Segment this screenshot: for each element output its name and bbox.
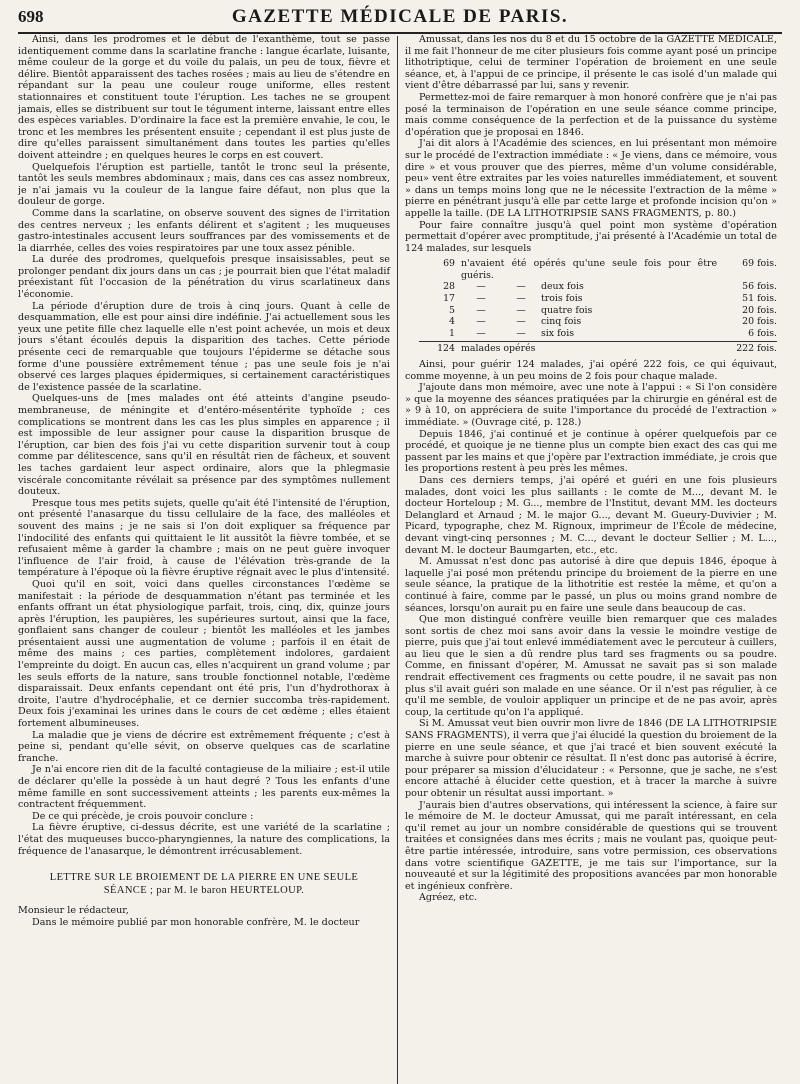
paragraph: Dans ces derniers temps, j'ai opéré et guéri en une fois plusieurs malades, dont voici les plus saillants : le comte de M..., devant M. le docteur Horteloup ; M. G..., membre de l'Institut, devant MM. les docteurs Delanglard et Arnaud ; M. le major G..., devant M. Gueury-Duvivier ; M. Picard, typographe, chez M. Rignoux, imprimeur de l'École de médecine, devant vingt-cinq personnes ; M. C..., devant le docteur Sellier ; M. L..., devant M. le docteur Baumgarten, etc., etc.: [405, 474, 777, 556]
dash: —: [476, 281, 486, 293]
row-label: n'avaient été opérés qu'une seule fois pour être guéris.: [461, 258, 717, 281]
row-label: six fois: [541, 327, 575, 339]
table-row: [419, 258, 777, 281]
letter-title-line: SÉANCE ; par M. le baron HEURTELOUP.: [103, 885, 305, 897]
paragraph: M. Amussat n'est donc pas autorisé à dire que depuis 1846, époque à laquelle j'ai posé mon prétendu principe du broiement de la pierre en une seule séance, la pratique de la lithotritie est restée la même, et qu'on a continué à faire, comme par le passé, un plus ou moins grand nombre de séances, lorsqu'on aurait pu en faire une seule dans beaucoup de cas.: [405, 556, 777, 614]
paragraph: Quoi qu'il en soit, voici dans quelles circonstances l'œdème se manifestait : la période de desquammation n'étant pas terminée et les enfants offrant un état physiologique parfait, trois, cinq, dix, quinze jours après l'éruption, les paupières, les supérieures surtout, ainsi que la face, gonflaient sans changer de couleur ; bientôt les malléoles et les jambes présentaient aussi une augmentation de volume ; parfois il en était de même des mains ; ces parties, complètement indolores, gardaient l'empreinte du doigt. En aucun cas, elles n'acquirent un grand volume ; par les seuls efforts de la nature, sans trouble fonctionnel notable, l'œdème disparaissait. Deux enfants cependant ont été pris, l'un d'hydrothorax à droite, l'autre d'hydrocéphalie, et ce dernier succomba très-rapidement. Deux fois j'examinai les urines dans le cours de cet œdème ; elles étaient fortement albumineuses.: [18, 578, 390, 730]
row-count: 17: [443, 293, 455, 305]
paragraph: J'aurais bien d'autres observations, qui intéressent la science, à faire sur le mémoire de M. le docteur Amussat, qui me paraît intéressant, en cela qu'il remet au jour un nombre considérable de questions qui se trouvent traitées et consignées dans mes écrits ; mais ne voulant pas, quoique peut-être partie intéressée, introduire, sans votre permission, ces observations dans votre scientifique GAZETTE, je me tais sur l'importance, sur la nouveauté et sur la légitimité des propositions avancées par mon honorable et ingénieux confrère.: [405, 799, 777, 892]
row-label: trois fois: [541, 293, 583, 305]
dash: —: [476, 327, 486, 339]
table-total-row: [419, 341, 777, 355]
row-count: 1: [449, 327, 455, 339]
paragraph: Ainsi, pour guérir 124 malades, j'ai opéré 222 fois, ce qui équivaut, comme moyenne, à un peu moins de 2 fois pour chaque malade.: [405, 359, 777, 382]
paragraph: Je n'ai encore rien dit de la faculté contagieuse de la miliaire ; est-il utile de déclarer qu'elle la possède à un haut degré ? Tous les enfants d'une même famille en sont successivement atteints ; les parents eux-mêmes la contractent fréquemment.: [18, 764, 390, 811]
paragraph: J'ai dit alors à l'Académie des sciences, en lui présentant mon mémoire sur le procédé de l'extraction immédiate : « Je viens, dans ce mémoire, vous dire » et vous prouver que des pierres, même d'un volume considérable, peu» vent être extraites par les voies naturelles immédiatement, et souvent » dans un temps moins long que ne le nécessite l'extraction de la même » pierre en pénétrant jusqu'à elle par cette large et profonde incision qu'on » appelle la taille. (DE LA LITHOTRIPSIE SANS FRAGMENTS, p. 80.): [405, 138, 777, 219]
right-column: [398, 34, 777, 1084]
salutation: Monsieur le rédacteur,: [18, 905, 129, 917]
journal-title: GAZETTE MÉDICALE DE PARIS.: [231, 6, 569, 27]
columns: [18, 34, 782, 1084]
table-row: [419, 328, 777, 340]
row-label: deux fois: [541, 281, 584, 293]
left-column: [18, 34, 397, 1084]
row-total: 69 fois.: [742, 258, 777, 270]
paragraph: Que mon distingué confrère veuille bien remarquer que ces malades sont sortis de chez moi sans avoir dans la vessie le moindre vestige de pierre, puis que j'ai tout enlevé immédiatement avec le percuteur à cuillers, au lieu que le sien a dû rendre plus tard ses fragments ou sa poudre. Comme, en finissant d'opérer, M. Amussat ne savait pas si son malade rendrait effectivement ces fragments ou cette poudre, il ne savait pas non plus s'il avait guéri son malade en une séance. Or il n'est pas régulier, à ce qu'il me semble, de vouloir appliquer un principe et de ne pas avoir, après coup, la certitude qu'on l'a appliqué.: [405, 614, 777, 718]
operations-table: [419, 258, 777, 355]
page-number: 698: [18, 7, 44, 26]
row-total: 6 fois.: [748, 327, 777, 339]
paragraph: J'ajoute dans mon mémoire, avec une note à l'appui : « Si l'on considère » que la moyenne des séances pratiquées par la chirurgie en général est de » 9 à 10, on appréciera de suite l'importance du procédé de l'extraction » immédiate. » (Ouvrage cité, p. 128.): [405, 382, 777, 428]
paragraph: Comme dans la scarlatine, on observe souvent des signes de l'irritation des centres nerveux ; les enfants délirent et s'agitent ; les muqueuses gastro-intestinales accusent leurs souffrances par des vomissements et de la diarrhée, celles des voies respiratoires par une toux assez pénible.: [18, 207, 390, 254]
paragraph: Presque tous mes petits sujets, quelle qu'ait été l'intensité de l'éruption, ont présenté l'anasarque du tissu cellulaire de la face, des malléoles et souvent des mains ; je ne sais si l'on doit expliquer sa fréquence par l'indocilité des enfants qui quittaient le lit aussitôt la fièvre tombée, et se refusaient même à garder la chambre ; mais on ne peut guère invoquer l'influence de l'air froid, à cause de l'élévation très-grande de la température à l'époque où la fièvre éruptive régnait avec le plus d'intensité.: [18, 497, 390, 579]
paragraph: La fièvre éruptive, ci-dessus décrite, est une variété de la scarlatine ; l'état des muqueuses bucco-pharyngiennes, la nature des complications, la fréquence de l'anasarque, le démontrent irrécusablement.: [18, 822, 390, 857]
paragraph: Quelquefois l'éruption est partielle, tantôt le tronc seul la présente, tantôt les seuls membres abdominaux ; mais, dans ces cas assez nombreux, je n'ai jamais vu la couleur de la langue faire défaut, non plus que la douleur de gorge.: [18, 161, 390, 208]
row-count: 5: [449, 304, 455, 316]
row-total: 20 fois.: [742, 304, 777, 316]
dash: —: [516, 281, 526, 293]
row-total: 51 fois.: [742, 293, 777, 305]
paragraph: La durée des prodromes, quelquefois presque insaisissables, peut se prolonger pendant dix jours dans un cas ; je pourrait bien que l'état maladif préexistant fût l'occasion de la pénétration du virus scarlatineux dans l'économie.: [18, 254, 390, 301]
row-count: 69: [443, 258, 455, 270]
paragraph: Depuis 1846, j'ai continué et je continue à opérer quelquefois par ce procédé, et quoique je ne tienne plus un compte bien exact des cas qui me passent par les mains et que j'opère par l'extraction immédiate, je crois que les proportions restent à peu près les mêmes.: [405, 428, 777, 475]
total-label: malades opérés: [461, 343, 536, 355]
page-header: [18, 6, 782, 34]
row-count: 4: [449, 316, 455, 328]
dash: —: [516, 327, 526, 339]
signoff: Agréez, etc.: [419, 892, 478, 904]
dash: —: [476, 316, 486, 328]
dash: —: [516, 293, 526, 305]
dash: —: [516, 304, 526, 316]
dash: —: [476, 304, 486, 316]
total-count: 124: [437, 343, 455, 355]
dash: —: [476, 293, 486, 305]
paragraph: De ce qui précède, je crois pouvoir conclure :: [32, 810, 254, 822]
table-row: [419, 281, 777, 293]
table-row: [419, 305, 777, 317]
letter-title-line: LETTRE SUR LE BROIEMENT DE LA PIERRE EN UNE SEULE: [49, 872, 359, 884]
paragraph: Permettez-moi de faire remarquer à mon honoré confrère que je n'ai pas posé la terminaison de l'opération en une seule séance comme principe, mais comme conséquence de la perfection et de la puissance du système d'opération que je proposai en 1846.: [405, 91, 777, 138]
dash: —: [516, 316, 526, 328]
table-row: [419, 293, 777, 305]
row-total: 56 fois.: [742, 281, 777, 293]
paragraph: La période d'éruption dure de trois à cinq jours. Quant à celle de desquammation, elle est pour ainsi dire indéfinie. J'ai actuellement sous les yeux une petite fille chez laquelle elle n'est point achevée, un mois et deux jours s'étant écoulés depuis la disparition des taches. Cette période présente ceci de remarquable que toujours l'épiderme se détache sous forme d'une poussière extrêmement ténue ; pas une seule fois je n'ai observé ces larges plaques épidermiques, si certainement caractéristiques de l'existence passée de la scarlatine.: [18, 300, 390, 393]
paragraph: Quelques-uns de [mes malades ont été atteints d'angine pseudo-membraneuse, de méningite et d'entéro-mésentérite typhoïde ; ces complications se montrent dans les cas les plus simples en apparence ; il est impossible de leur assigner pour cause la disparition brusque de l'éruption, car bien des fois j'ai vu cette disparition survenir tout à coup comme par délitescence, sans qu'il en résultât rien de fâcheux, et souvent les taches gardaient leur aspect ordinaire, alors que la phlegmasie viscérale concomitante révélait sa présence par des symptômes nullement douteux.: [18, 393, 390, 498]
row-label: cinq fois: [541, 316, 582, 328]
total-value: 222 fois.: [736, 343, 777, 355]
table-row: [419, 316, 777, 328]
paragraph: Ainsi, dans les prodromes et le début de l'exanthème, tout se passe identiquement comme dans la scarlatine franche : langue écarlate, luisante, même couleur de la gorge et du voile du palais, un peu de toux, fièvre et délire. Bientôt apparaissent des taches rosées ; mais au lieu de s'étendre en répandant sur la peau une couleur rouge uniforme, elles restent stationnaires et constituent toute l'éruption. Les taches ne se groupent jamais, elles se distribuent sur tout le tégument interne, laissant entre elles des espèces variables. D'ordinaire la face est la première envahie, le cou, le tronc et les membres les présentent ensuite ; cependant il est plus juste de dire qu'elles paraissent simultanément dans toutes les parties qu'elles doivent atteindre ; en quelques heures le corps en est couvert.: [18, 34, 390, 161]
row-total: 20 fois.: [742, 316, 777, 328]
paragraph: Amussat, dans les nos du 8 et du 15 octobre de la GAZETTE MÉDICALE, il me fait l'honneur de me citer plusieurs fois comme ayant posé un principe lithotriptique, celui de terminer l'opération de broiement en une seule séance, et, à l'appui de ce principe, il présente le cas isolé d'un malade qui vient d'être débarrassé par lui, sans y revenir.: [405, 34, 777, 92]
row-count: 28: [443, 281, 455, 293]
row-label: quatre fois: [541, 304, 593, 316]
letter-title: [18, 871, 390, 897]
paragraph: Dans le mémoire publié par mon honorable confrère, M. le docteur: [32, 916, 360, 928]
paragraph: La maladie que je viens de décrire est extrêmement fréquente ; c'est à peine si, pendant qu'elle sévit, on observe quelques cas de scarlatine franche.: [18, 729, 390, 764]
paragraph: Si M. Amussat veut bien ouvrir mon livre de 1846 (DE LA LITHOTRIPSIE SANS FRAGMENTS), il verra que j'ai élucidé la question du broiement de la pierre en une seule séance, et que j'ai tracé et bien souvent exécuté la marche à suivre pour obtenir ce résultat. Il n'est donc pas autorisé à écrire, pour préparer sa mission d'élucidateur : « Personne, que je sache, ne s'est encore attaché à élucider cette question, et à tracer la marche à suivre pour obtenir un résultat aussi important. »: [405, 718, 777, 799]
paragraph: Pour faire connaître jusqu'à quel point mon système d'opération permettait d'opérer avec promptitude, j'ai présenté à l'Académie un total de 124 malades, sur lesquels: [405, 219, 777, 254]
